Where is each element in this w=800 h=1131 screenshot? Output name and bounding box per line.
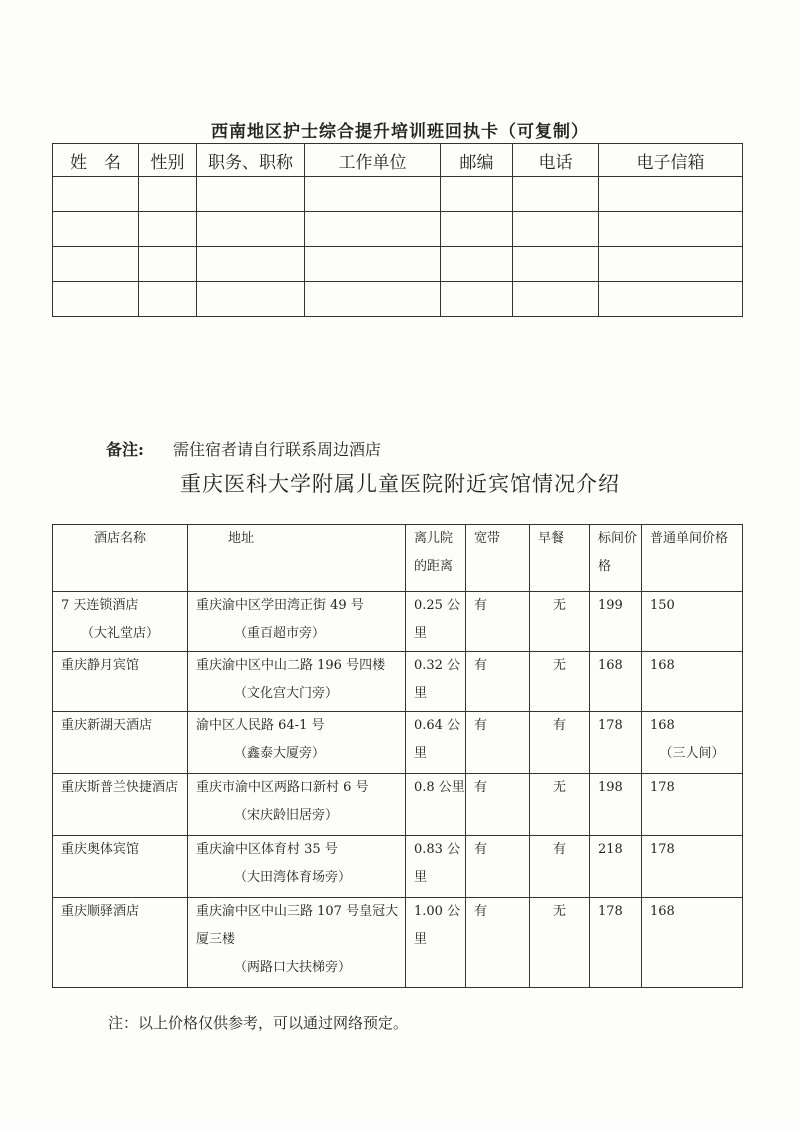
blank-cell[interactable] xyxy=(513,212,599,247)
hotel-header-name: 酒店名称 xyxy=(53,525,188,592)
blank-cell[interactable] xyxy=(599,282,743,317)
hotel-row xyxy=(53,836,743,898)
hotel-header-breakfast: 早餐 xyxy=(530,525,590,592)
receipt-header-title: 职务、职称 xyxy=(197,144,305,177)
blank-cell[interactable] xyxy=(441,247,513,282)
hotel-name: 7 天连锁酒店 （大礼堂店） xyxy=(53,592,188,652)
blank-cell[interactable] xyxy=(513,247,599,282)
hotel-standard-price: 218 xyxy=(590,836,642,898)
blank-cell[interactable] xyxy=(305,177,441,212)
hotel-breakfast: 有 xyxy=(530,836,590,898)
hotel-header-broadband: 宽带 xyxy=(466,525,530,592)
hotel-broadband: 有 xyxy=(466,774,530,836)
hotel-address: 重庆渝中区中山二路 196 号四楼 （文化宫大门旁） xyxy=(188,652,406,712)
hotel-header-address: 地址 xyxy=(188,525,406,592)
hotel-single-price: 178 xyxy=(642,774,743,836)
hotel-distance: 0.8 公里 xyxy=(406,774,466,836)
hotel-name: 重庆静月宾馆 xyxy=(53,652,188,712)
receipt-header-email: 电子信箱 xyxy=(599,144,743,177)
hotel-row xyxy=(53,592,743,652)
hotel-broadband: 有 xyxy=(466,652,530,712)
blank-cell[interactable] xyxy=(53,212,139,247)
receipt-title: 西南地区护士综合提升培训班回执卡（可复制） xyxy=(211,122,589,142)
blank-cell[interactable] xyxy=(53,177,139,212)
blank-cell[interactable] xyxy=(599,177,743,212)
blank-cell[interactable] xyxy=(305,282,441,317)
blank-cell[interactable] xyxy=(513,282,599,317)
hotel-distance: 0.25 公里 xyxy=(406,592,466,652)
hotel-table xyxy=(52,524,743,988)
hotel-header-distance: 离儿院的距离 xyxy=(406,525,466,592)
hotel-row xyxy=(53,652,743,712)
receipt-blank-row xyxy=(53,247,743,282)
hotel-section-title: 重庆医科大学附属儿童医院附近宾馆情况介绍 xyxy=(180,472,620,496)
receipt-blank-row xyxy=(53,177,743,212)
blank-cell[interactable] xyxy=(139,212,197,247)
blank-cell[interactable] xyxy=(197,212,305,247)
hotel-header-row xyxy=(53,525,743,592)
hotel-name: 重庆斯普兰快捷酒店 xyxy=(53,774,188,836)
hotel-standard-price: 168 xyxy=(590,652,642,712)
hotel-standard-price: 198 xyxy=(590,774,642,836)
receipt-blank-row xyxy=(53,212,743,247)
remark xyxy=(106,437,381,460)
blank-cell[interactable] xyxy=(441,177,513,212)
price-footnote: 注：以上价格仅供参考，可以通过网络预定。 xyxy=(108,1014,409,1032)
hotel-header-single-price: 普通单间价格 xyxy=(642,525,743,592)
hotel-distance: 0.64 公里 xyxy=(406,712,466,774)
hotel-name: 重庆顺驿酒店 xyxy=(53,898,188,988)
hotel-standard-price: 178 xyxy=(590,898,642,988)
hotel-single-price: 150 xyxy=(642,592,743,652)
hotel-row xyxy=(53,774,743,836)
blank-cell[interactable] xyxy=(197,177,305,212)
receipt-header-gender: 性别 xyxy=(139,144,197,177)
hotel-address: 渝中区人民路 64-1 号 （鑫泰大厦旁） xyxy=(188,712,406,774)
blank-cell[interactable] xyxy=(53,247,139,282)
blank-cell[interactable] xyxy=(441,212,513,247)
hotel-broadband: 有 xyxy=(466,898,530,988)
blank-cell[interactable] xyxy=(197,282,305,317)
hotel-address: 重庆市渝中区两路口新村 6 号 （宋庆龄旧居旁） xyxy=(188,774,406,836)
blank-cell[interactable] xyxy=(305,247,441,282)
hotel-row xyxy=(53,712,743,774)
blank-cell[interactable] xyxy=(513,177,599,212)
blank-cell[interactable] xyxy=(139,282,197,317)
hotel-distance: 0.83 公里 xyxy=(406,836,466,898)
blank-cell[interactable] xyxy=(197,247,305,282)
hotel-single-price: 168 （三人间） xyxy=(642,712,743,774)
receipt-table xyxy=(52,143,743,317)
hotel-distance: 1.00 公里 xyxy=(406,898,466,988)
receipt-header-phone: 电话 xyxy=(513,144,599,177)
hotel-single-price: 178 xyxy=(642,836,743,898)
hotel-breakfast: 有 xyxy=(530,712,590,774)
receipt-header-row xyxy=(53,144,743,177)
hotel-standard-price: 199 xyxy=(590,592,642,652)
hotel-broadband: 有 xyxy=(466,712,530,774)
hotel-address: 重庆渝中区体育村 35 号 （大田湾体育场旁） xyxy=(188,836,406,898)
hotel-breakfast: 无 xyxy=(530,898,590,988)
receipt-header-workplace: 工作单位 xyxy=(305,144,441,177)
remark-label: 备注: xyxy=(106,440,144,459)
hotel-single-price: 168 xyxy=(642,898,743,988)
blank-cell[interactable] xyxy=(139,247,197,282)
blank-cell[interactable] xyxy=(139,177,197,212)
hotel-single-price: 168 xyxy=(642,652,743,712)
hotel-address: 重庆渝中区中山三路 107 号皇冠大厦三楼 （两路口大扶梯旁） xyxy=(188,898,406,988)
blank-cell[interactable] xyxy=(441,282,513,317)
blank-cell[interactable] xyxy=(305,212,441,247)
hotel-standard-price: 178 xyxy=(590,712,642,774)
hotel-distance: 0.32 公里 xyxy=(406,652,466,712)
hotel-broadband: 有 xyxy=(466,592,530,652)
receipt-header-postcode: 邮编 xyxy=(441,144,513,177)
receipt-blank-row xyxy=(53,282,743,317)
hotel-breakfast: 无 xyxy=(530,652,590,712)
hotel-header-standard-price: 标间价格 xyxy=(590,525,642,592)
hotel-row xyxy=(53,898,743,988)
blank-cell[interactable] xyxy=(53,282,139,317)
blank-cell[interactable] xyxy=(599,212,743,247)
remark-text: 需住宿者请自行联系周边酒店 xyxy=(173,440,382,459)
hotel-name: 重庆奥体宾馆 xyxy=(53,836,188,898)
hotel-name: 重庆新湖天酒店 xyxy=(53,712,188,774)
hotel-breakfast: 无 xyxy=(530,592,590,652)
blank-cell[interactable] xyxy=(599,247,743,282)
receipt-header-name: 姓 名 xyxy=(53,144,139,177)
hotel-broadband: 有 xyxy=(466,836,530,898)
hotel-address: 重庆渝中区学田湾正街 49 号 （重百超市旁） xyxy=(188,592,406,652)
hotel-breakfast: 无 xyxy=(530,774,590,836)
